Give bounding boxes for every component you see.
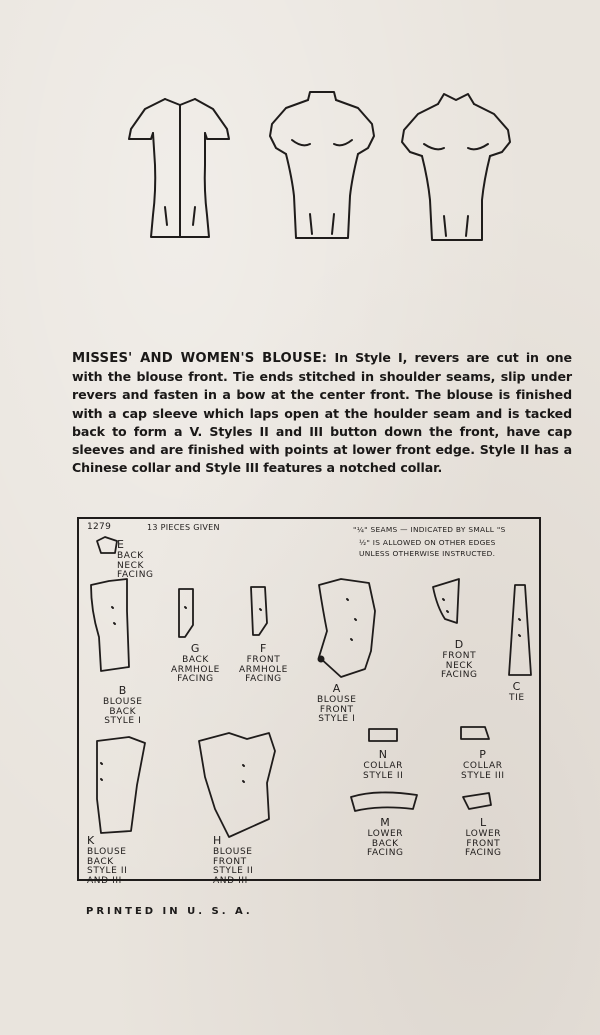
piece-line: BACK (87, 856, 114, 867)
pattern-pieces-chart (77, 517, 541, 886)
piece-letter: A (332, 682, 341, 695)
seam-note-2: ½" IS ALLOWED ON OTHER EDGES (359, 538, 496, 547)
piece-letter: P (479, 748, 487, 761)
piece-line: BLOUSE (317, 695, 357, 705)
piece-line: BACK (109, 706, 137, 717)
piece-line: AND III (213, 875, 248, 886)
piece-line: FACING (367, 848, 404, 858)
piece-line: BLOUSE (87, 847, 127, 857)
seam-note-1: "¼" SEAMS — INDICATED BY SMALL "S (353, 525, 506, 534)
pattern-number: 1279 (87, 522, 112, 532)
piece-line: STYLE II (363, 770, 404, 781)
piece-line: FACING (245, 674, 282, 684)
piece-letter: H (213, 834, 222, 847)
piece-letter: F (260, 642, 267, 655)
seam-note-3: UNLESS OTHERWISE INSTRUCTED. (359, 549, 496, 558)
piece-line: COLLAR (363, 761, 403, 771)
piece-letter: M (380, 816, 391, 829)
blouse-back-view-style-1 (125, 95, 235, 245)
piece-line: ARMHOLE (239, 664, 288, 675)
piece-label-f (239, 643, 288, 685)
description-body: In Style I, revers are cut in one with the blouse front. Tie ends stitched in shoulder seams, slip under revers and fasten in a bow at the center front. The blouse is finished with a cap sleeve which laps open at the houlder seam and is tacked back to form a V. Styles II and III button down the front, have cap sleeves and are finished with points at lower front edge. Style II has a Chinese collar and Style III features a notched collar. (72, 350, 572, 476)
piece-label-m (367, 817, 404, 859)
piece-letter: L (479, 816, 487, 829)
piece-line: TIE (509, 693, 525, 703)
piece-line: STYLE III (461, 770, 505, 781)
piece-label-p (461, 749, 505, 781)
blouse-back-view-style-2 (262, 88, 382, 248)
piece-label-b (103, 685, 143, 727)
piece-label-h (213, 835, 253, 886)
piece-line: FRONT (213, 856, 247, 867)
piece-label-l (465, 817, 502, 859)
blouse-back-view-style-3 (398, 90, 514, 250)
pieces-given: 13 PIECES GIVEN (147, 523, 220, 532)
piece-letter: K (87, 834, 95, 847)
piece-letter: D (454, 638, 464, 651)
piece-line: FACING (465, 848, 502, 858)
piece-line: COLLAR (463, 761, 503, 771)
piece-letter: G (190, 642, 201, 655)
piece-label-d (441, 639, 478, 681)
piece-label-e (117, 539, 154, 581)
piece-line: STYLE I (318, 714, 356, 724)
piece-label-a (317, 683, 357, 725)
piece-line: BACK (117, 551, 144, 561)
piece-line: BLOUSE (213, 847, 253, 857)
piece-label-g (171, 643, 220, 685)
piece-letter: C (512, 680, 521, 693)
piece-line: BACK (371, 838, 399, 849)
piece-line: NECK (445, 660, 473, 671)
printed-in-usa: PRINTED IN U. S. A. (86, 906, 253, 917)
piece-line: FACING (177, 674, 214, 684)
piece-line: FRONT (246, 655, 281, 665)
piece-label-n (363, 749, 403, 781)
piece-line: LOWER (367, 829, 404, 839)
piece-line: NECK (117, 560, 145, 571)
piece-line: BACK (182, 655, 209, 665)
piece-letter: B (118, 684, 127, 697)
piece-line: STYLE I (104, 716, 142, 726)
piece-line: STYLE II (213, 866, 254, 876)
description-lead: MISSES' AND WOMEN'S BLOUSE: (72, 351, 328, 366)
piece-line: FRONT (442, 651, 477, 661)
piece-line: BLOUSE (103, 697, 143, 707)
piece-line: ARMHOLE (171, 664, 220, 675)
piece-line: FACING (441, 670, 478, 680)
piece-line: STYLE II (87, 866, 128, 876)
piece-line: AND III (87, 875, 122, 886)
piece-line: FRONT (466, 838, 501, 849)
piece-line: LOWER (465, 829, 502, 839)
pattern-description (72, 349, 572, 477)
piece-label-c (509, 681, 525, 704)
piece-letter: E (117, 538, 125, 551)
piece-line: FACING (117, 570, 154, 580)
piece-letter: N (378, 748, 388, 761)
piece-label-k (87, 835, 127, 886)
piece-line: FRONT (319, 704, 354, 715)
